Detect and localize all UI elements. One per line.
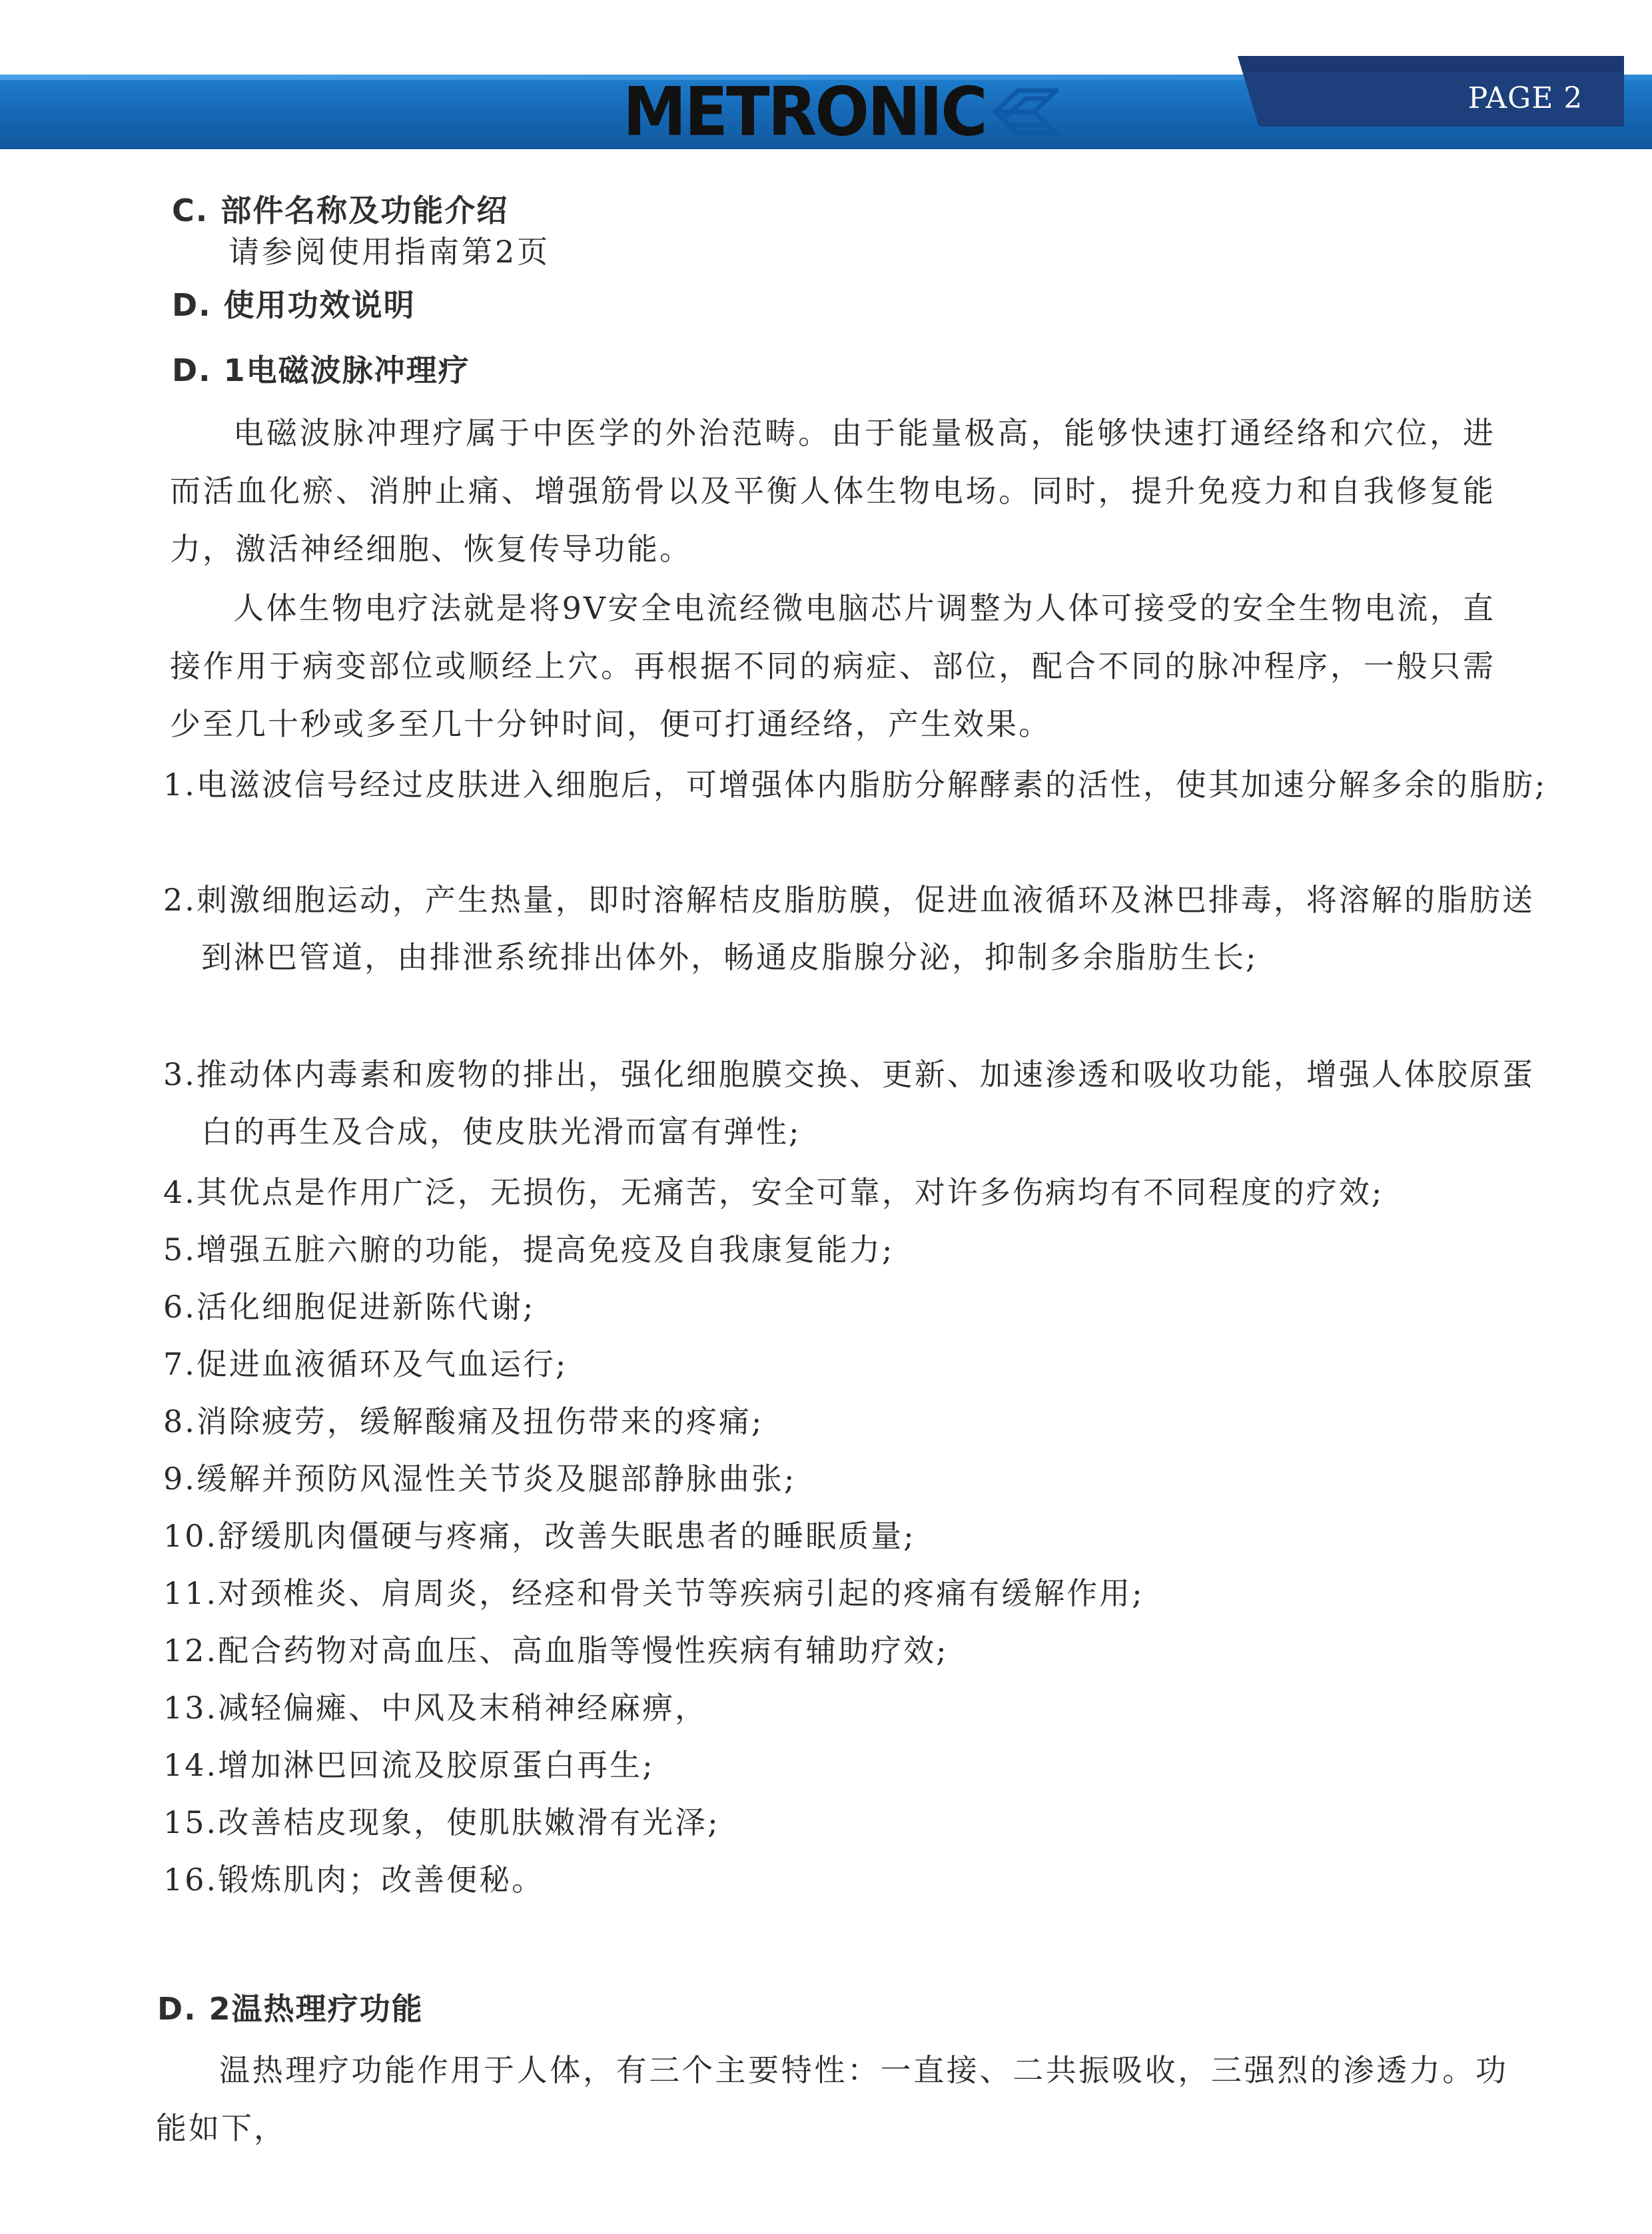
section-d2-heading: D. 2温热理疗功能 [157, 1991, 424, 2027]
page-number: PAGE 2 [1467, 81, 1583, 115]
brand-logo-mark-icon [991, 84, 1060, 140]
section-c-subtext: 请参阅使用指南第2页 [228, 234, 551, 270]
list-item: 1.电滋波信号经过皮肤进入细胞后，可增强体内脂肪分解酵素的活性，使其加速分解多余的脂肪; [163, 767, 1547, 803]
list-item: 6.活化细胞促进新陈代谢; [163, 1289, 536, 1325]
list-item: 14.增加淋巴回流及胶原蛋白再生; [163, 1747, 655, 1783]
section-d1-paragraph-2: 人体生物电疗法就是将9V安全电流经微电脑芯片调整为人体可接受的安全生物电流，直接作用于病变部位或顺经上穴。再根据不同的病症、部位，配合不同的脉冲程序，一般只需少至几十秒或多至几十分钟时间，便可打通经络，产生效果。 [170, 590, 1495, 742]
list-item: 13.减轻偏瘫、中风及末稍神经麻痹， [163, 1690, 708, 1726]
section-c-heading: C. 部件名称及功能介绍 [172, 192, 509, 228]
section-d1-paragraph-1: 电磁波脉冲理疗属于中医学的外治范畴。由于能量极高，能够快速打通经络和穴位，进而活血化瘀、消肿止痛、增强筋骨以及平衡人体生物电场。同时，提升免疫力和自我修复能力，激活神经细胞、恢复传导功能。 [170, 415, 1495, 567]
list-item: 7.促进血液循环及气血运行; [163, 1346, 568, 1382]
list-item: 3.推动体内毒素和废物的排出，强化细胞膜交换、更新、加速渗透和吸收功能，增强人体胶原蛋白的再生及合成，使皮肤光滑而富有弹性; [163, 1056, 1535, 1150]
list-item: 15.改善桔皮现象，使肌肤嫩滑有光泽; [163, 1804, 720, 1840]
section-d1-heading: D. 1电磁波脉冲理疗 [172, 352, 470, 388]
list-item: 4.其优点是作用广泛，无损伤，无痛苦，安全可靠，对许多伤病均有不同程度的疗效; [163, 1174, 1384, 1210]
brand-logo-text: METRONIC [623, 73, 986, 151]
brand-logo [623, 73, 1060, 151]
list-item: 12.配合药物对高血压、高血脂等慢性疾病有辅助疗效; [163, 1633, 949, 1669]
list-item: 8.消除疲劳，缓解酸痛及扭伤带来的疼痛; [163, 1403, 764, 1439]
list-item: 16.锻炼肌肉；改善便秘。 [163, 1862, 545, 1898]
section-d-heading: D. 使用功效说明 [172, 287, 416, 323]
section-d2-paragraph: 温热理疗功能作用于人体，有三个主要特性：一直接、二共振吸收，三强烈的渗透力。功能如下， [156, 2052, 1508, 2146]
list-item: 11.对颈椎炎、肩周炎，经痉和骨关节等疾病引起的疼痛有缓解作用; [163, 1575, 1144, 1611]
page-tab-top [1238, 56, 1624, 72]
list-item: 5.增强五脏六腑的功能，提高免疫及自我康复能力; [163, 1232, 895, 1268]
list-item: 2.刺激细胞运动，产生热量，即时溶解桔皮脂肪膜，促进血液循环及淋巴排毒，将溶解的脂肪送到淋巴管道，由排泄系统排出体外，畅通皮脂腺分泌，抑制多余脂肪生长; [163, 882, 1535, 975]
list-item: 9.缓解并预防风湿性关节炎及腿部静脉曲张; [163, 1461, 797, 1497]
list-item: 10.舒缓肌肉僵硬与疼痛，改善失眠患者的睡眠质量; [163, 1518, 916, 1554]
